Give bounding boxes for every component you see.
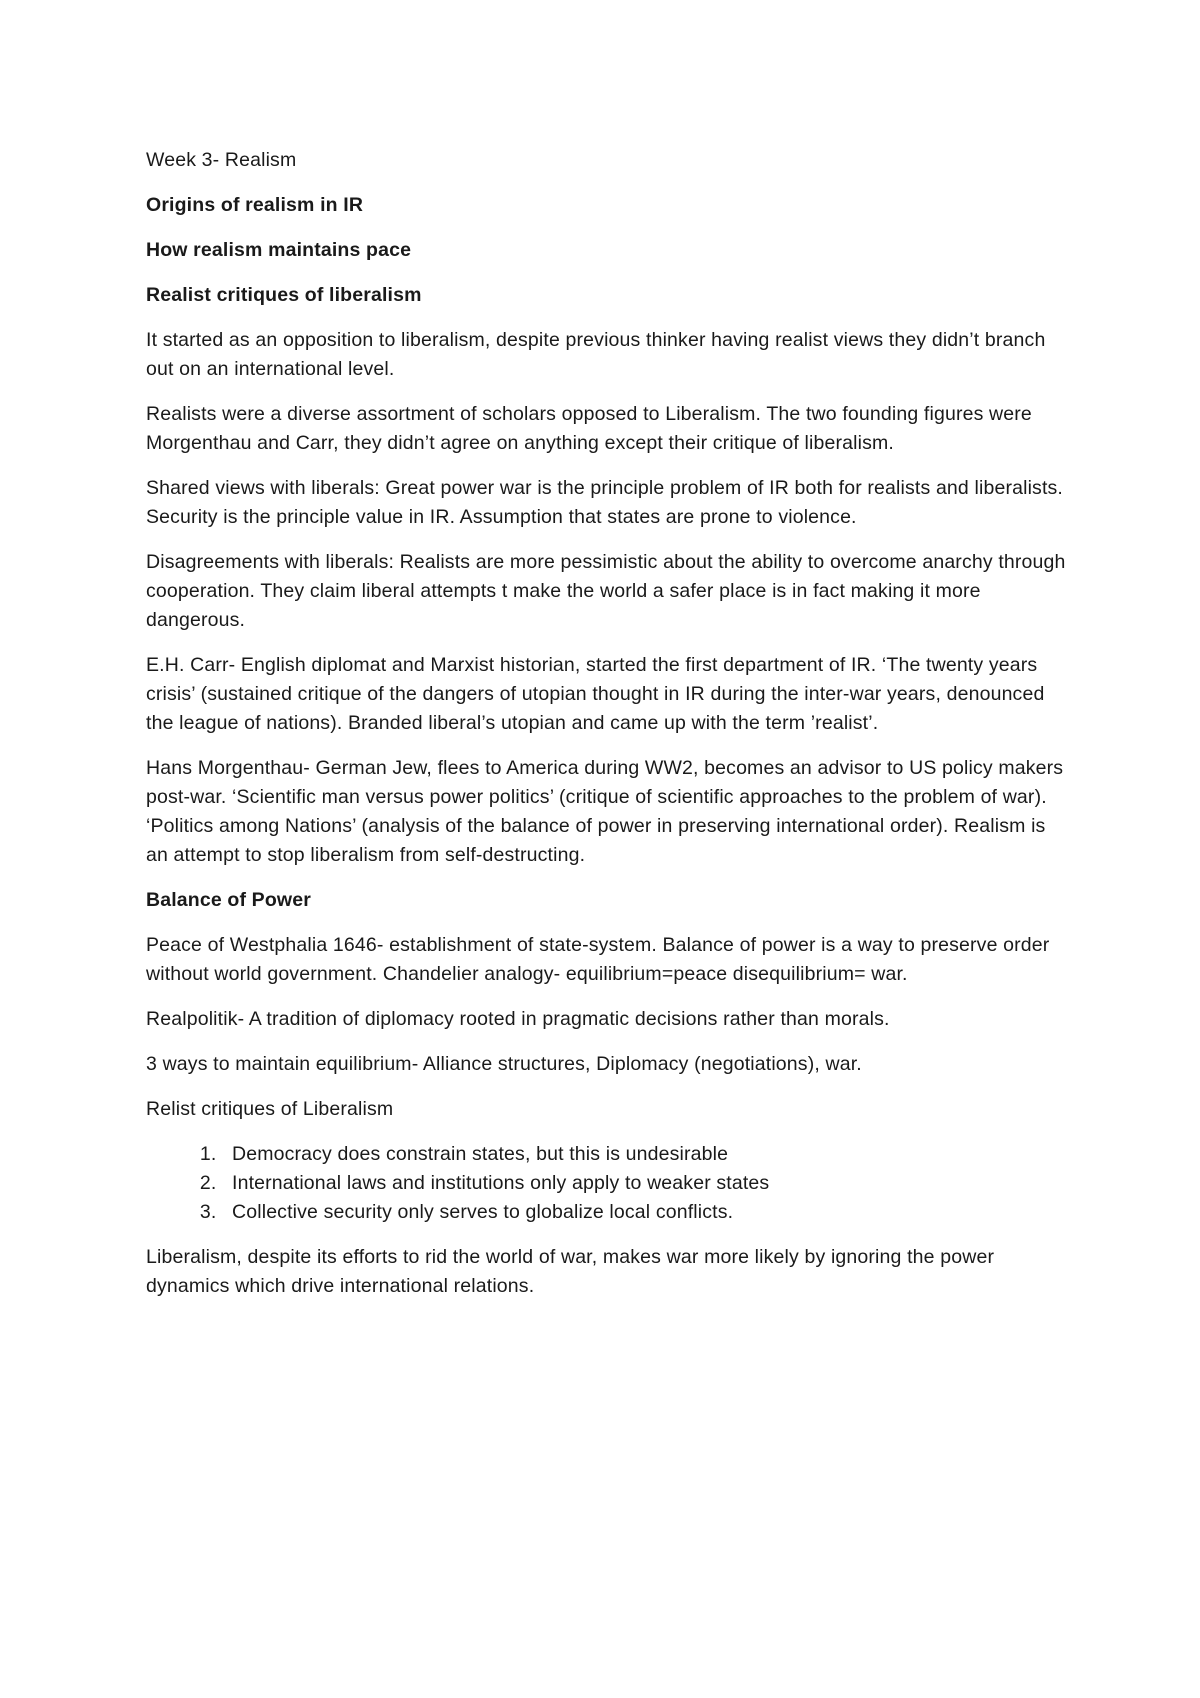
heading-critiques: Realist critiques of liberalism: [146, 284, 422, 306]
paragraph-opposition: It started as an opposition to liberalism, despite previous thinker having realist views they didn’t branch out on an international level.: [146, 329, 1046, 380]
list-item: 3. Collective security only serves to globalize local conflicts.: [222, 1198, 1066, 1227]
paragraph-shared-views: Shared views with liberals: Great power war is the principle problem of IR both for realists and liberalists. Security is the principle value in IR. Assumption that states are prone to violence.: [146, 477, 1063, 528]
paragraph-westphalia: Peace of Westphalia 1646- establishment of state-system. Balance of power is a way to preserve order without world government. Chandelier analogy- equilibrium=peace disequilibrium= war.: [146, 934, 1050, 985]
paragraph-relist-critiques: Relist critiques of Liberalism: [146, 1098, 394, 1120]
list-item: 1. Democracy does constrain states, but this is undesirable: [222, 1140, 1066, 1169]
document-body: [146, 146, 1066, 1317]
heading-origins: Origins of realism in IR: [146, 194, 364, 216]
paragraph-scholars: Realists were a diverse assortment of scholars opposed to Liberalism. The two founding figures were Morgenthau and Carr, they didn’t agree on anything except their critique of liberalism.: [146, 403, 1032, 454]
paragraph-carr: E.H. Carr- English diplomat and Marxist historian, started the first department of IR. ‘The twenty years crisis’ (sustained critique of the dangers of utopian thought in IR during the inter-war years, denounced the league of nations). Branded liberal’s utopian and came up with the term ’realist’.: [146, 654, 1045, 734]
paragraph-equilibrium: 3 ways to maintain equilibrium- Alliance structures, Diplomacy (negotiations), war.: [146, 1053, 862, 1075]
document-title: Week 3- Realism: [146, 149, 297, 171]
paragraph-disagreements: Disagreements with liberals: Realists are more pessimistic about the ability to overcome anarchy through cooperation. They claim liberal attempts t make the world a safer place is in fact making it more dangerous.: [146, 551, 1066, 631]
list-item: 2. International laws and institutions only apply to weaker states: [222, 1169, 1066, 1198]
heading-pace: How realism maintains pace: [146, 239, 412, 261]
heading-balance-of-power: Balance of Power: [146, 889, 311, 911]
paragraph-realpolitik: Realpolitik- A tradition of diplomacy rooted in pragmatic decisions rather than morals.: [146, 1008, 890, 1030]
paragraph-conclusion: Liberalism, despite its efforts to rid the world of war, makes war more likely by ignoring the power dynamics which drive international relations.: [146, 1246, 995, 1297]
critiques-list: [146, 1140, 1066, 1227]
paragraph-morgenthau: Hans Morgenthau- German Jew, flees to America during WW2, becomes an advisor to US policy makers post-war. ‘Scientific man versus power politics’ (critique of scientific approaches to the problem of war). ‘Politics among Nations’ (analysis of the balance of power in preserving international order). Realism is an attempt to stop liberalism from self-destructing.: [146, 757, 1064, 866]
